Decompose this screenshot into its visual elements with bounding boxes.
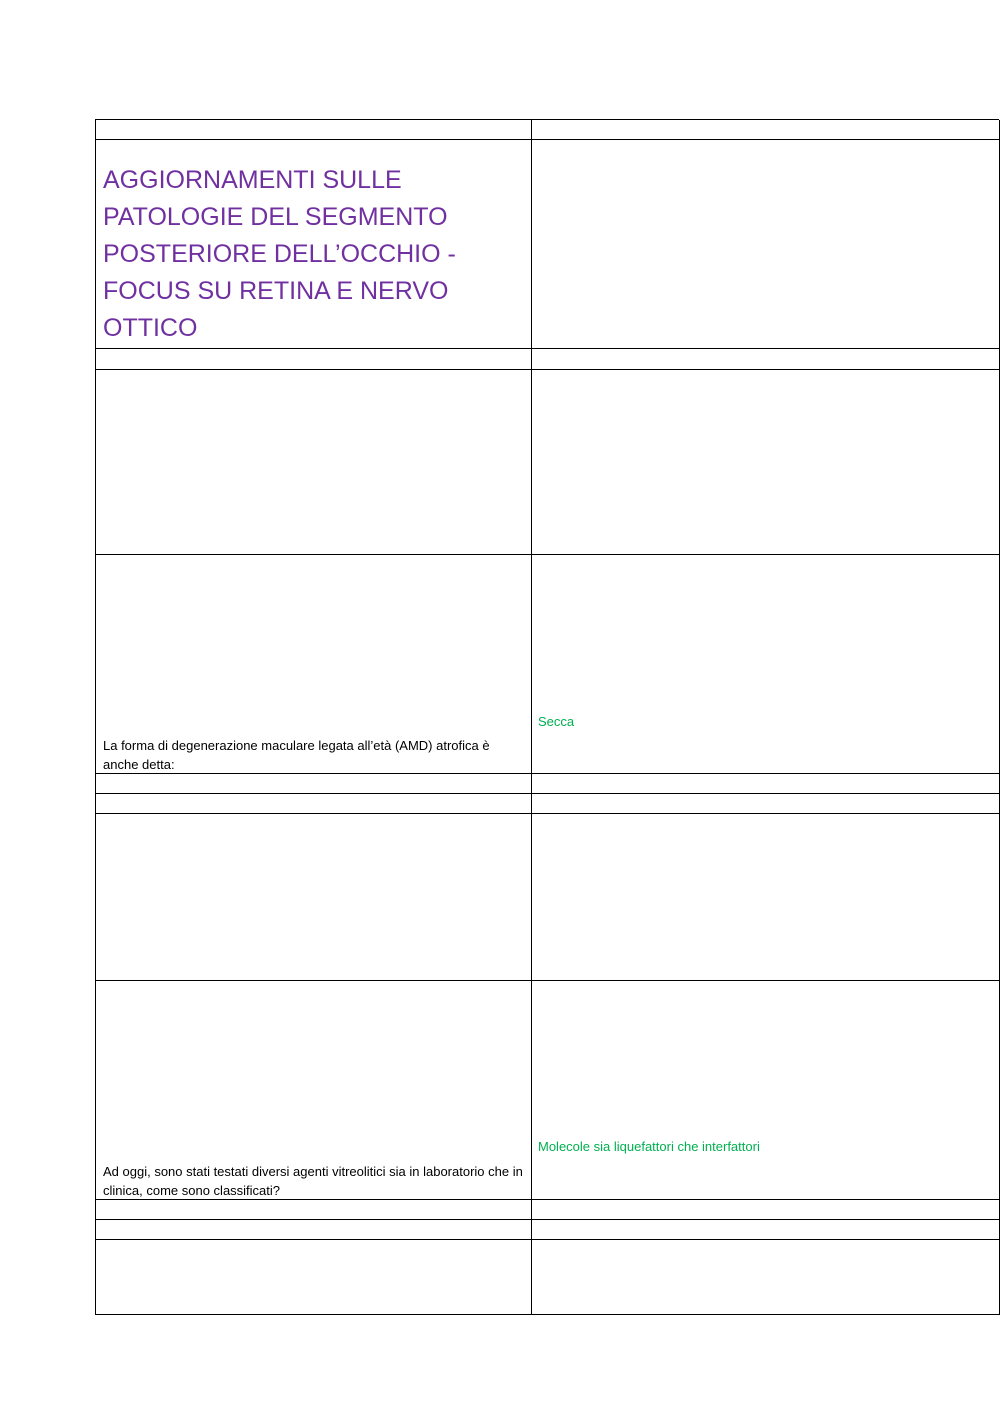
- question-row: [95, 554, 999, 774]
- table-cell: [532, 140, 1000, 349]
- table-cell: [532, 1220, 1000, 1240]
- table-cell: [95, 794, 532, 814]
- table-cell: [532, 814, 1000, 981]
- answer-text: Secca: [538, 714, 575, 729]
- table-row: [95, 773, 999, 794]
- question-text: La forma di degenerazione maculare legata all’età (AMD) atrofica è anche detta:: [103, 738, 490, 772]
- title-row: [95, 139, 999, 349]
- answer-text: Molecole sia liquefattori che interfattori: [538, 1139, 760, 1154]
- question-text: Ad oggi, sono stati testati diversi agenti vitreolitici sia in laboratorio che in clinica, come sono classificati?: [103, 1164, 523, 1198]
- table-cell: [532, 1240, 1000, 1315]
- table-cell: [95, 814, 532, 981]
- table-row: [95, 369, 999, 555]
- answer-cell: [532, 555, 1000, 774]
- table-row: [95, 1239, 999, 1315]
- table-row: [95, 348, 999, 370]
- table-cell: [95, 1200, 532, 1220]
- table-cell: [95, 1240, 532, 1315]
- table-cell: [95, 1220, 532, 1240]
- question-cell: [95, 555, 532, 774]
- table-cell: [532, 794, 1000, 814]
- table-cell: [95, 120, 532, 140]
- question-row: [95, 980, 999, 1200]
- table-row: [95, 1199, 999, 1220]
- table-cell: [532, 370, 1000, 555]
- table-cell: [532, 349, 1000, 370]
- answer-cell: [532, 981, 1000, 1200]
- table-cell: [95, 774, 532, 794]
- document-table: [95, 119, 1000, 1314]
- table-row: [95, 119, 999, 140]
- question-cell: [95, 981, 532, 1200]
- title-cell: [95, 140, 532, 349]
- table-cell: [95, 349, 532, 370]
- table-row: [95, 1219, 999, 1240]
- table-cell: [532, 774, 1000, 794]
- table-row: [95, 813, 999, 981]
- table-row: [95, 793, 999, 814]
- table-cell: [532, 120, 1000, 140]
- table-cell: [532, 1200, 1000, 1220]
- table-bottom-border: [95, 1314, 1000, 1315]
- document-title: AGGIORNAMENTI SULLE PATOLOGIE DEL SEGMENTO POSTERIORE DELL’OCCHIO - FOCUS SU RETINA E NERVO OTTICO: [103, 166, 456, 342]
- table-cell: [95, 370, 532, 555]
